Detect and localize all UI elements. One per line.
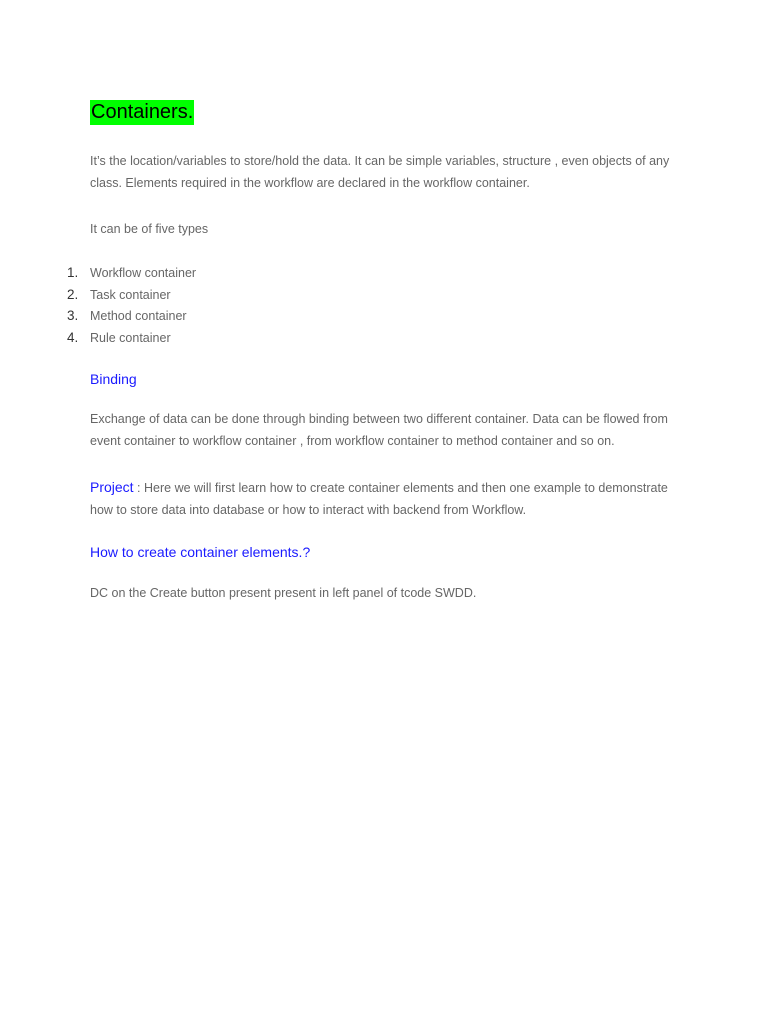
binding-paragraph: Exchange of data can be done through binding between two different container. Data can be flowed from event container to workflow container , from workflow container to method container and so on.	[90, 412, 668, 448]
list-item-number: 3.	[67, 308, 79, 324]
list-item	[60, 262, 196, 284]
list-item	[60, 327, 196, 349]
list-item-label: Rule container	[90, 331, 171, 346]
types-intro-paragraph: It can be of five types	[90, 222, 209, 236]
list-item	[60, 284, 196, 306]
project-text: : Here we will first learn how to create container elements and then one example to demonstrate how to store data into database or how to interact with backend from Workflow.	[90, 481, 668, 517]
binding-heading: Binding	[90, 371, 137, 387]
create-elements-paragraph: DC on the Create button present present in left panel of tcode SWDD.	[90, 586, 477, 600]
create-elements-heading: How to create container elements.?	[90, 544, 311, 560]
list-item-number: 2.	[67, 286, 79, 302]
list-item-label: Task container	[90, 287, 171, 302]
list-item-label: Workflow container	[90, 266, 197, 280]
page-title: Containers.	[91, 101, 194, 123]
project-label: Project	[90, 479, 134, 495]
list-item-label: Method container	[90, 309, 187, 324]
list-item	[60, 305, 196, 327]
project-paragraph	[90, 476, 690, 521]
list-item-number: 4.	[67, 330, 79, 346]
intro-paragraph: It’s the location/variables to store/hold the data. It can be simple variables, structure , even objects of any class. Elements required in the workflow are declared in the workflow container.	[90, 154, 670, 190]
container-types-list	[60, 262, 196, 349]
list-item-number: 1.	[67, 265, 79, 280]
